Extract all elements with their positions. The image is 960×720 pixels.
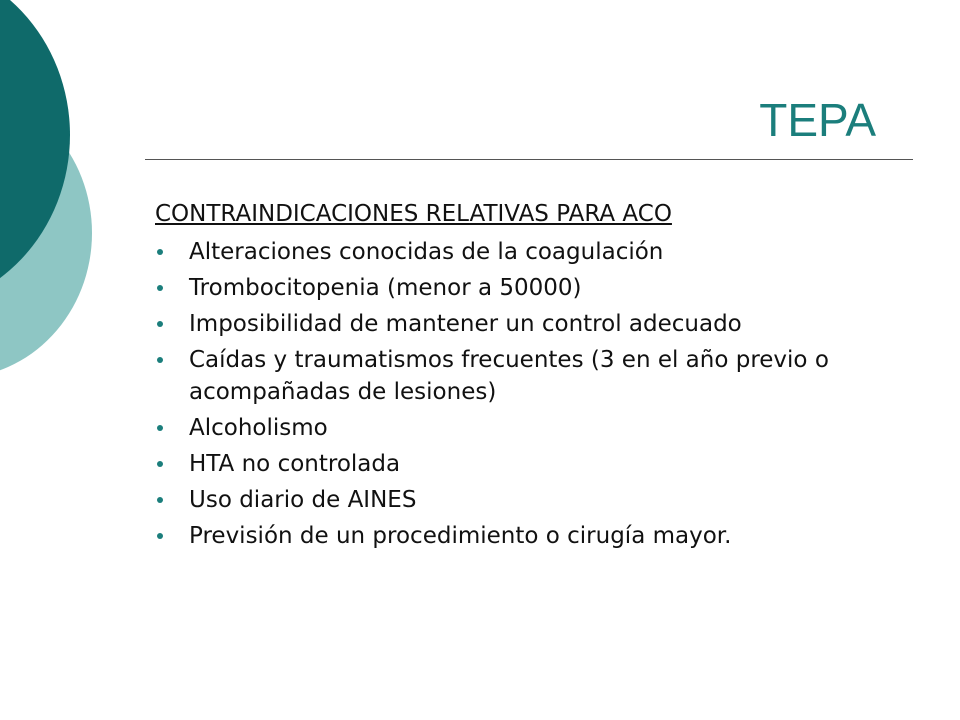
bullet-icon	[157, 425, 163, 431]
list-item	[155, 484, 915, 516]
list-item	[155, 344, 915, 408]
slide-content	[155, 196, 915, 552]
list-item	[155, 308, 915, 340]
list-item-text: Alteraciones conocidas de la coagulación	[189, 239, 664, 265]
list-item-text: Previsión de un procedimiento o cirugía mayor.	[189, 523, 732, 549]
list-item-text: Trombocitopenia (menor a 50000)	[189, 275, 582, 301]
slide-title: TEPA	[759, 94, 876, 146]
bullet-icon	[157, 533, 163, 539]
bullet-icon	[157, 461, 163, 467]
list-item-text: Alcoholismo	[189, 415, 328, 441]
bullet-icon	[157, 285, 163, 291]
section-heading: CONTRAINDICACIONES RELATIVAS PARA ACO	[155, 201, 672, 227]
bullet-icon	[157, 249, 163, 255]
list-item	[155, 520, 915, 552]
list-item-text: Uso diario de AINES	[189, 487, 417, 513]
bullet-icon	[157, 357, 163, 363]
list-item	[155, 272, 915, 304]
list-item	[155, 448, 915, 480]
bullet-icon	[157, 497, 163, 503]
bullet-icon	[157, 321, 163, 327]
title-divider	[145, 159, 913, 160]
list-item-text: HTA no controlada	[189, 451, 401, 477]
list-item-text: Caídas y traumatismos frecuentes (3 en el año previo o acompañadas de lesiones)	[189, 347, 829, 405]
list-item	[155, 236, 915, 268]
bullet-list	[155, 236, 915, 552]
list-item-text: Imposibilidad de mantener un control adecuado	[189, 311, 742, 337]
list-item	[155, 412, 915, 444]
